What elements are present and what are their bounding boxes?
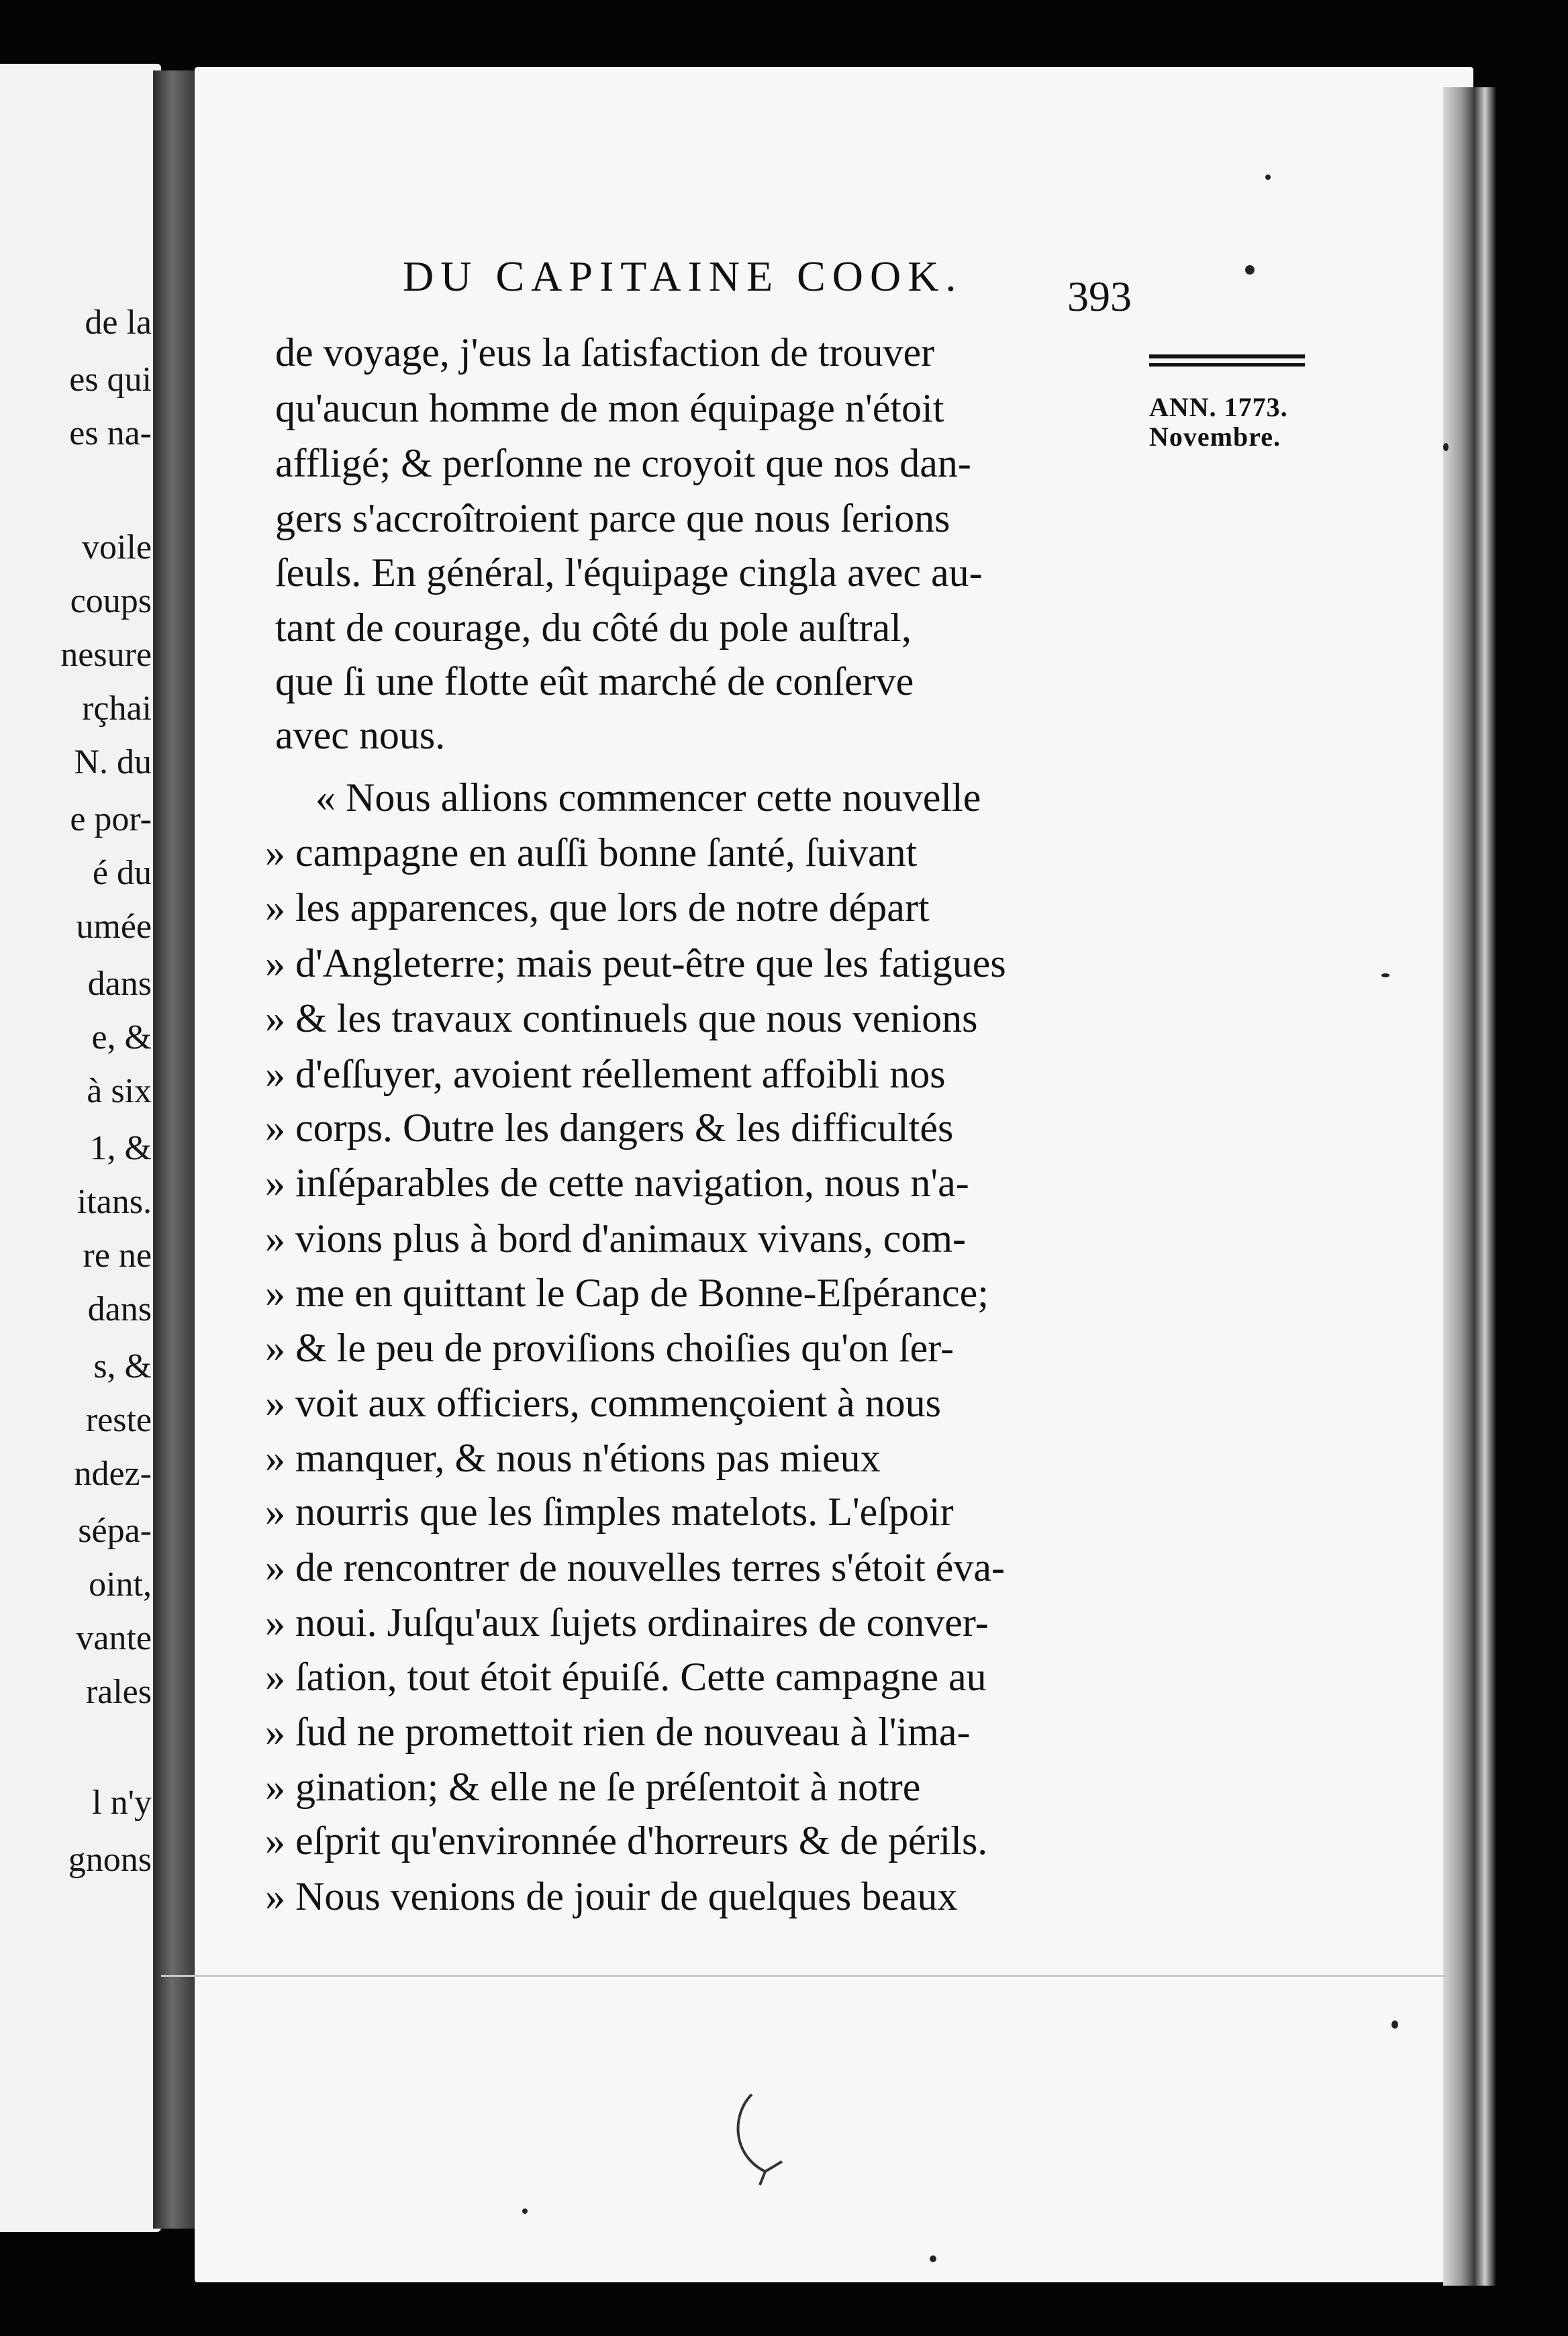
- left-page-line: sépa-: [78, 1512, 152, 1550]
- margin-rule: [1149, 354, 1305, 367]
- body-line: affligé; & perſonne ne croyoit que nos dan-: [275, 441, 971, 485]
- left-page-line: 1, &: [89, 1129, 152, 1167]
- left-page-line: N. du: [74, 743, 152, 781]
- body-line: » vions plus à bord d'animaux vivans, com-: [265, 1216, 966, 1261]
- body-line: qu'aucun homme de mon équipage n'étoit: [275, 386, 944, 430]
- left-page-line: e por-: [70, 800, 152, 838]
- left-page-line: umée: [76, 908, 152, 946]
- left-page-line: rçhai: [82, 689, 152, 728]
- left-page-line: e, &: [91, 1018, 152, 1057]
- body-line: » eſprit qu'environnée d'horreurs & de périls.: [265, 1818, 988, 1863]
- left-page-line: de la: [85, 303, 152, 342]
- body-line: » de rencontrer de nouvelles terres s'étoit éva-: [265, 1545, 1006, 1590]
- body-line: » inſéparables de cette navigation, nous n'a-: [265, 1161, 969, 1205]
- body-line: « Nous allions commencer cette nouvelle: [315, 775, 981, 820]
- body-line: » manquer, & nous n'étions pas mieux: [265, 1436, 881, 1480]
- body-line: » nourris que les ſimples matelots. L'eſpoir: [265, 1490, 954, 1534]
- body-line: » me en quittant le Cap de Bonne-Eſpérance;: [265, 1271, 989, 1315]
- left-page-line: dans: [87, 965, 152, 1003]
- page-fold-line: [161, 1975, 1450, 1977]
- left-page-line: nesure: [60, 636, 152, 674]
- left-page-line: vante: [76, 1619, 152, 1657]
- body-line: » & le peu de proviſions choiſies qu'on ſer-: [265, 1326, 954, 1370]
- page-edge: [1443, 87, 1496, 2286]
- body-line: » voit aux officiers, commençoient à nous: [265, 1381, 941, 1425]
- running-head: DU CAPITAINE COOK.: [403, 252, 963, 300]
- left-facing-page: [0, 64, 161, 2232]
- left-page-line: re ne: [83, 1236, 152, 1275]
- body-line: » ſation, tout étoit épuiſé. Cette campagne au: [265, 1655, 987, 1699]
- left-page-line: dans: [87, 1290, 152, 1328]
- body-line: » ſud ne promettoit rien de nouveau à l'ima-: [265, 1710, 971, 1754]
- margin-note-month: Novembre.: [1149, 422, 1281, 452]
- left-page-line: voile: [82, 528, 152, 567]
- body-line: ſeuls. En général, l'équipage cingla avec au-: [275, 550, 983, 595]
- left-page-line: é du: [92, 854, 152, 892]
- body-line: tant de courage, du côté du pole auſtral,: [275, 605, 912, 650]
- left-page-line: ndez-: [74, 1455, 152, 1493]
- body-line: gers s'accroîtroient parce que nous ſerions: [275, 496, 950, 540]
- body-line: » & les travaux continuels que nous venions: [265, 996, 978, 1040]
- body-line: avec nous.: [275, 713, 446, 757]
- left-page-line: oint,: [89, 1565, 152, 1604]
- body-line: » gination; & elle ne ſe préſentoit à notre: [265, 1765, 921, 1809]
- left-page-line: reste: [85, 1401, 152, 1439]
- body-line: que ſi une flotte eût marché de conſerve: [275, 659, 914, 703]
- left-page-line: coups: [70, 582, 152, 620]
- left-page-line: à six: [87, 1072, 152, 1110]
- ink-mark: [718, 2081, 826, 2188]
- left-page-line: l n'y: [92, 1784, 152, 1822]
- left-page-line: es qui: [69, 360, 152, 399]
- gutter-shadow: [153, 70, 195, 2229]
- left-page-line: rales: [85, 1673, 152, 1711]
- body-line: » d'Angleterre; mais peut-être que les fatigues: [265, 941, 1006, 985]
- left-page-line: s, &: [93, 1347, 152, 1385]
- left-page-line: itans.: [77, 1183, 152, 1221]
- body-line: » noui. Juſqu'aux ſujets ordinaires de conver-: [265, 1600, 989, 1645]
- margin-note-year: ANN. 1773.: [1149, 392, 1288, 422]
- body-line: » d'eſſuyer, avoient réellement affoibli nos: [265, 1052, 946, 1096]
- body-line: » Nous venions de jouir de quelques beaux: [265, 1874, 958, 1918]
- body-line: de voyage, j'eus la ſatisfaction de trouver: [275, 330, 935, 375]
- body-line: » campagne en auſſi bonne ſanté, ſuivant: [265, 830, 918, 875]
- body-line: » les apparences, que lors de notre départ: [265, 885, 930, 930]
- left-page-line: es na-: [69, 414, 152, 452]
- left-page-line: gnons: [68, 1841, 152, 1879]
- body-line: » corps. Outre les dangers & les difficultés: [265, 1106, 954, 1150]
- page-number: 393: [1067, 273, 1132, 320]
